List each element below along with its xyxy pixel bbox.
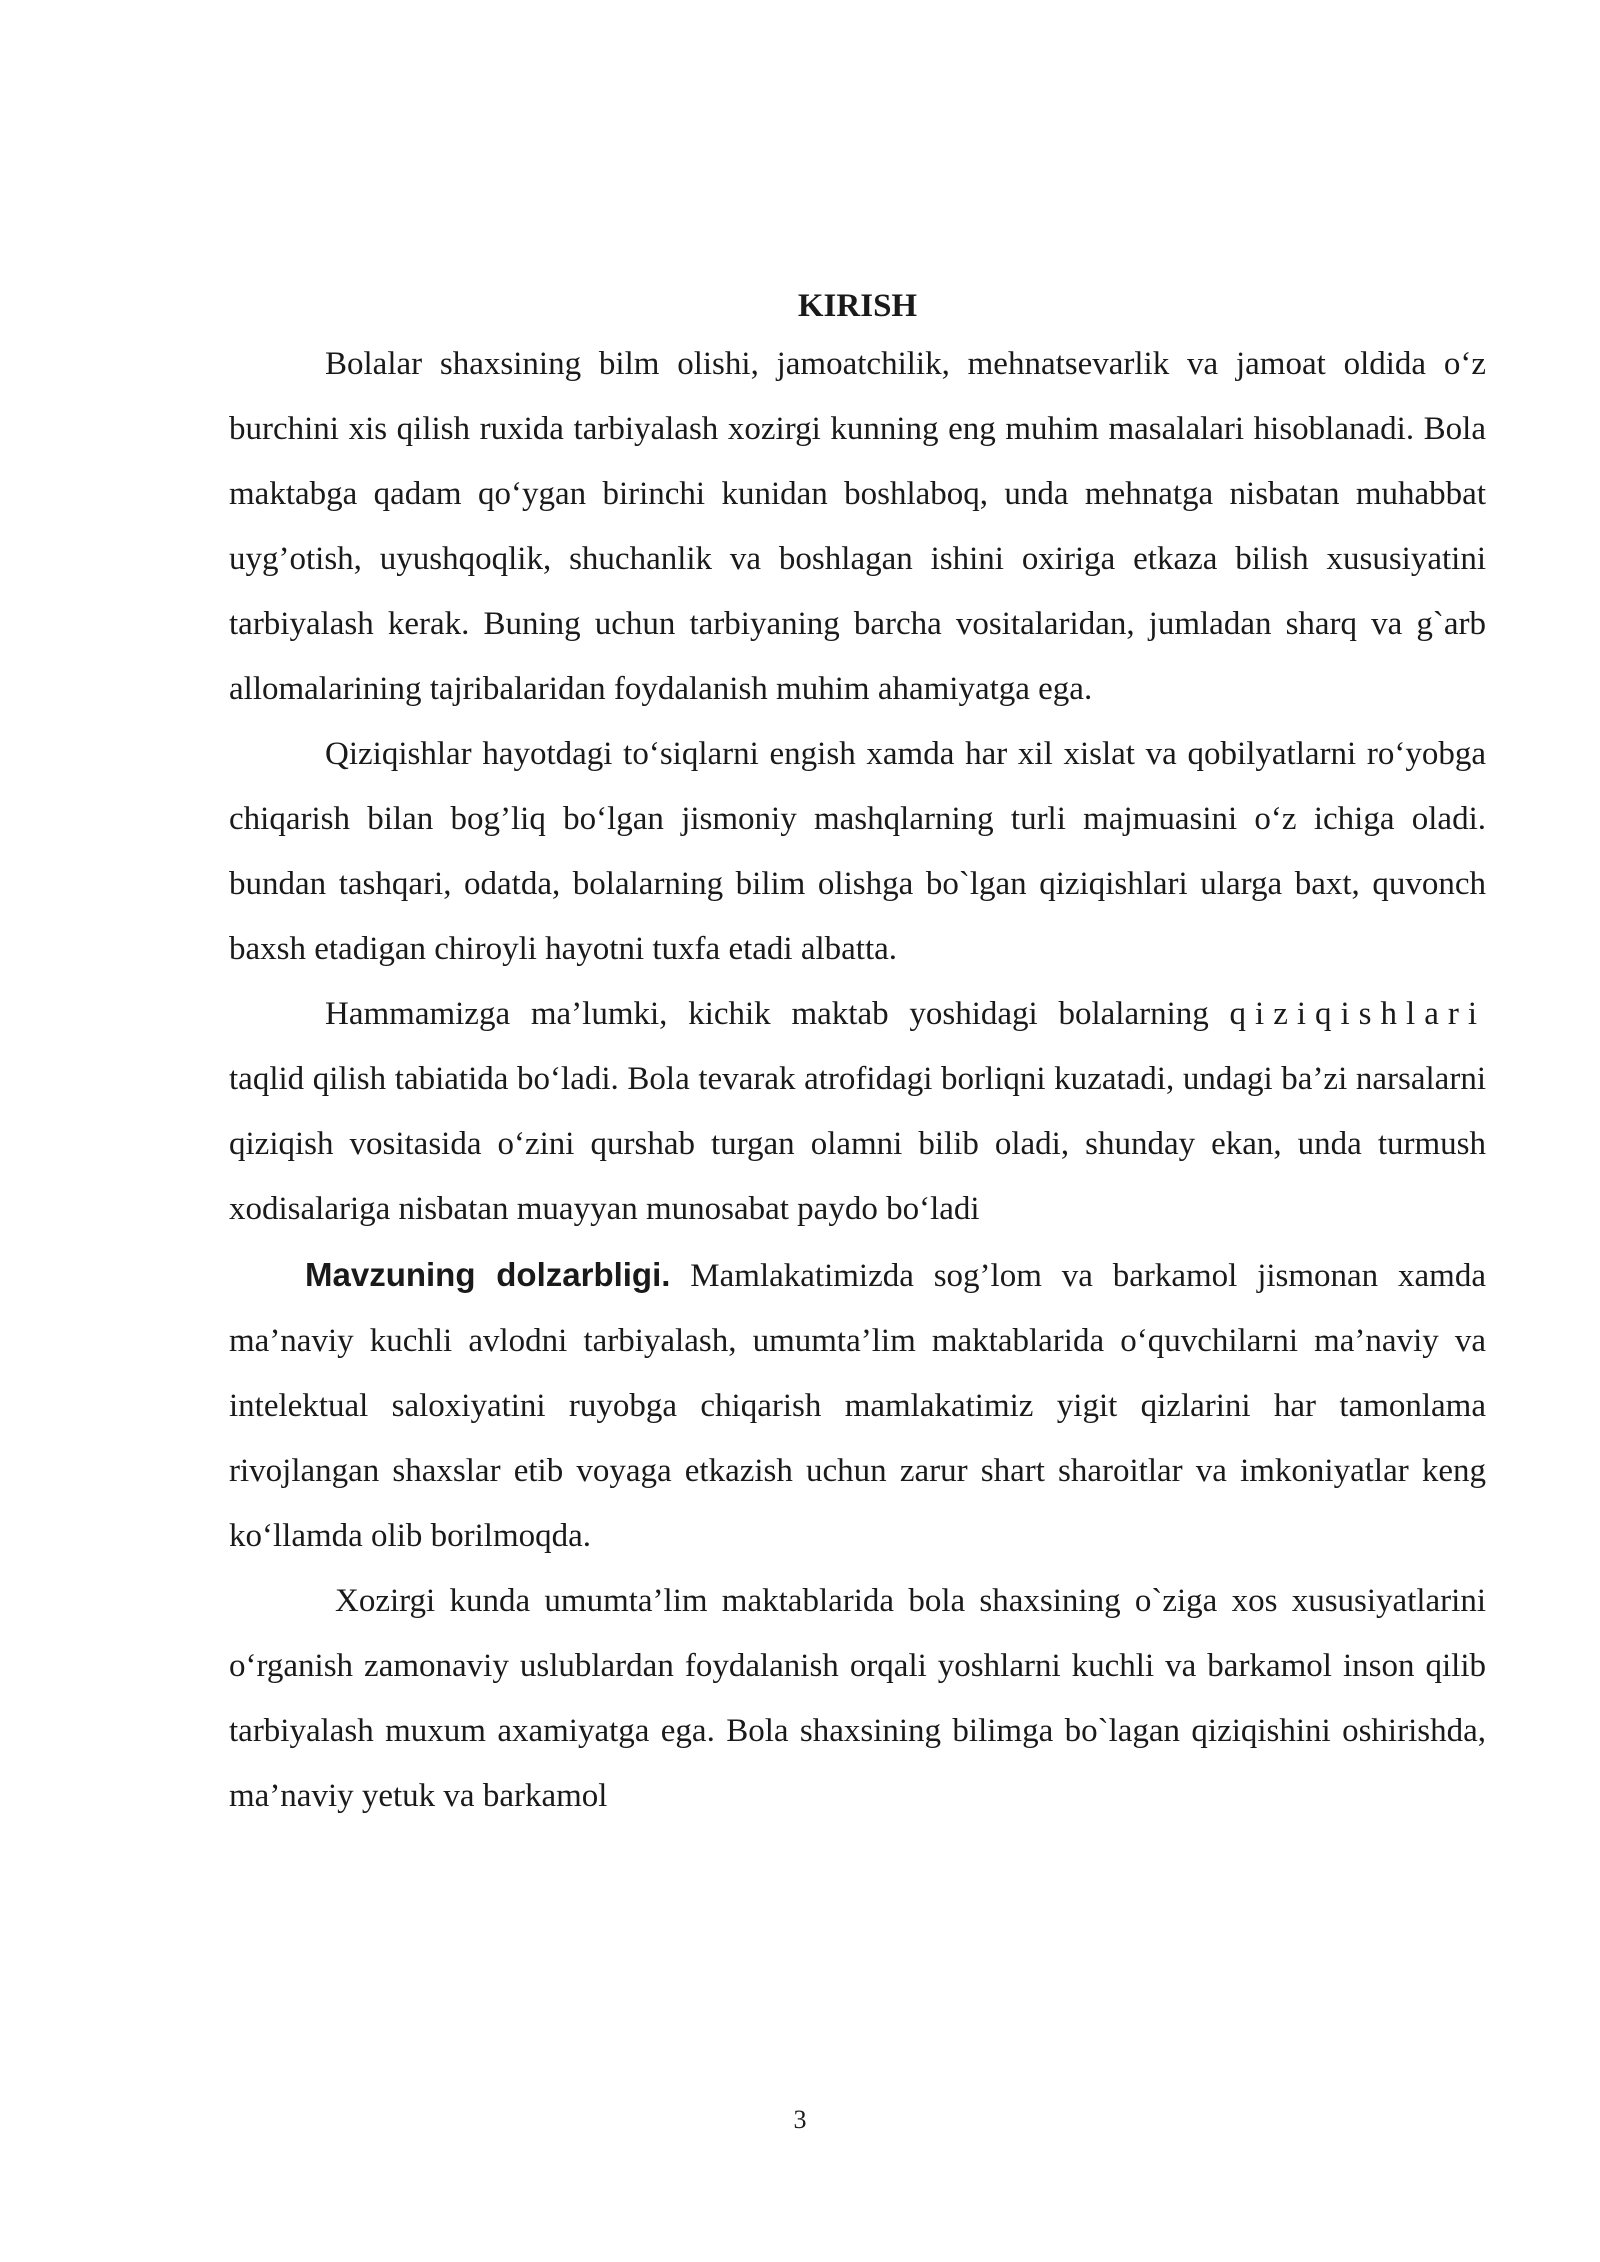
paragraph-children-interests <box>229 982 1486 1242</box>
page-heading: KIRISH <box>797 288 918 324</box>
paragraph-today: Xozirgi kunda umumta’lim maktablarida bola shaxsining o`ziga xos xususiyatlarini o‘rganish zamonaviy uslublardan foydalanish orqali yoshlarni kuchli va barkamol inson qilib tarbiyalash muxum axamiyatga ega. Bola shaxsining bilimga bo`lagan qiziqishini oshirishda, ma’naviy yetuk va barkamol <box>229 1583 1486 1814</box>
page-content <box>229 280 1486 1829</box>
page-number: 3 <box>793 2105 807 2134</box>
paragraph-text-end: taqlid qilish tabiatida bo‘ladi. Bola tevarak atrofidagi borliqni kuzatadi, undagi ba’zi narsalarni qiziqish vositasida o‘zini qurshab turgan olamni bilib oladi, shunday ekan, unda turmush xodisalariga nisbatan muayyan munosabat paydo bo‘ladi <box>229 1061 1486 1227</box>
relevance-lead: Mavzuning dolzarbligi. <box>305 1256 671 1293</box>
paragraph-relevance <box>229 1242 1486 1569</box>
spaced-word: qiziqishlari <box>1229 996 1486 1032</box>
paragraph-text-start: Hammamizga ma’lumki, kichik maktab yoshidagi bolalarning <box>325 996 1230 1032</box>
paragraph-interests: Qiziqishlar hayotdagi to‘siqlarni engish xamda har xil xislat va qobilyatlarni ro‘yobga chiqarish bilan bog’liq bo‘lgan jismoniy mashqlarning turli majmuasini o‘z ichiga oladi. bundan tashqari, odatda, bolalarning bilim olishga bo`lgan qiziqishlari ularga baxt, quvonch baxsh etadigan chiroyli hayotni tuxfa etadi albatta. <box>229 736 1486 967</box>
relevance-text: Mamlakatimizda sog’lom va barkamol jismonan xamda ma’naviy kuchli avlodni tarbiyalash, umumta’lim maktablarida o‘quvchilarni ma’naviy va intelektual saloxiyatini ruyobga chiqarish mamlakatimiz yigit qizlarini har tamonlama rivojlangan shaxslar etib voyaga etkazish uchun zarur shart sharoitlar va imkoniyatlar keng ko‘llamda olib borilmoqda. <box>229 1258 1486 1554</box>
paragraph-intro: Bolalar shaxsining bilm olishi, jamoatchilik, mehnatsevarlik va jamoat oldida o‘z burchini xis qilish ruxida tarbiyalash xozirgi kunning eng muhim masalalari hisoblanadi. Bola maktabga qadam qo‘ygan birinchi kunidan boshlaboq, unda mehnatga nisbatan muhabbat uyg’otish, uyushqoqlik, shuchanlik va boshlagan ishini oxiriga etkaza bilish xususiyatini tarbiyalash kerak. Buning uchun tarbiyaning barcha vositalaridan, jumladan sharq va g`arb allomalarining tajribalaridan foydalanish muhim ahamiyatga ega. <box>229 346 1486 707</box>
